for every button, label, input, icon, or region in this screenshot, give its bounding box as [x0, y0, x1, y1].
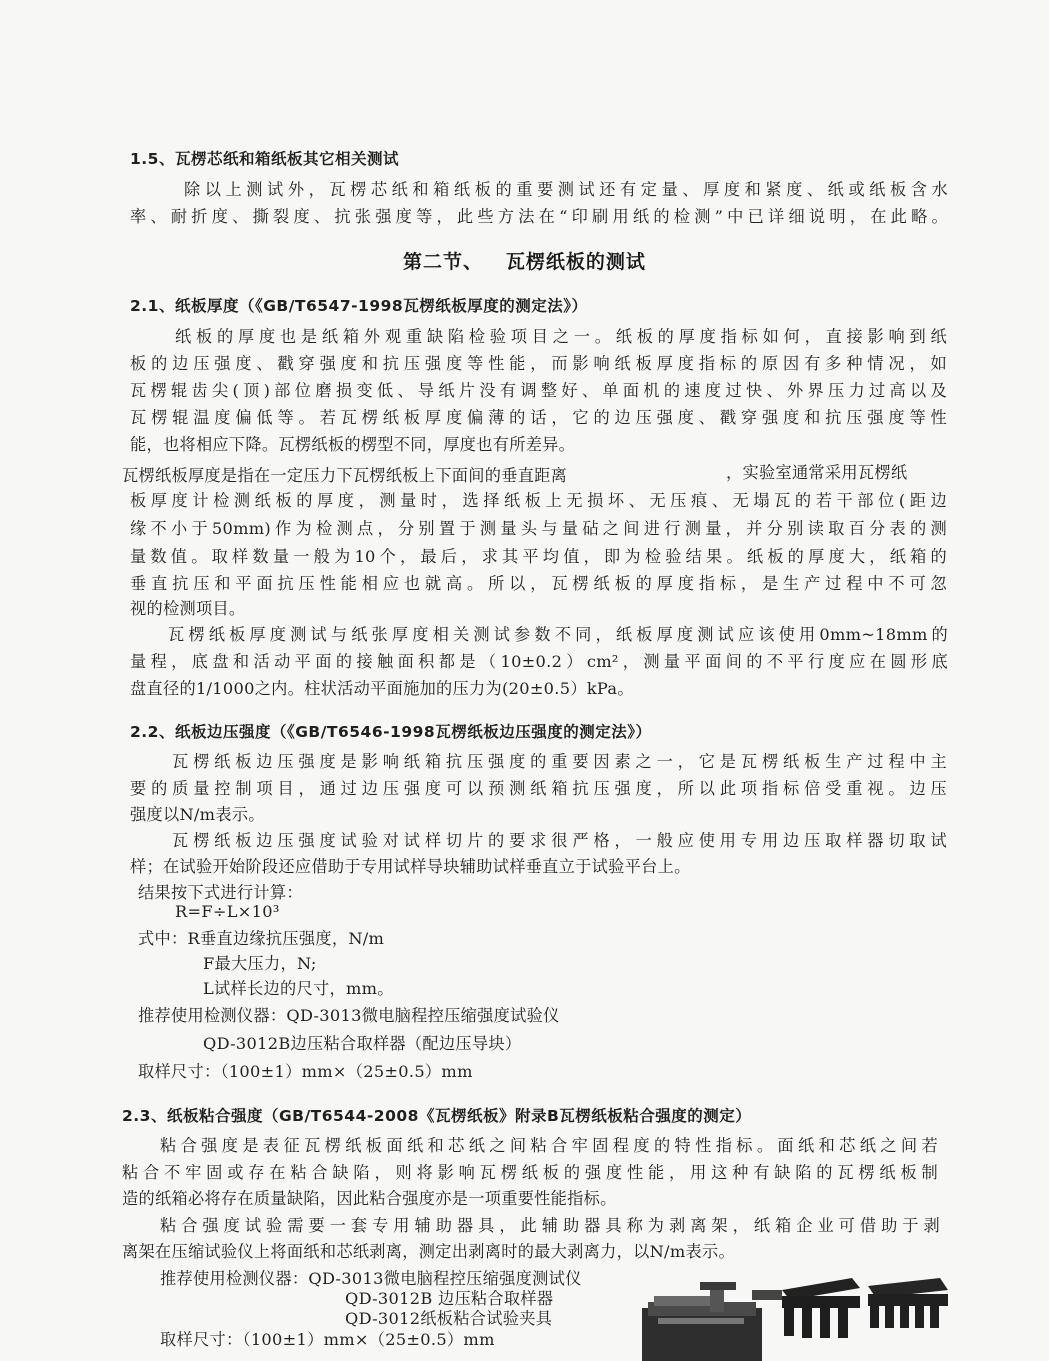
instrument-line: QD-3012B边压粘合取样器（配边压导块）	[203, 1034, 522, 1053]
chapter-title: 第二节、 瓦楞纸板的测试	[403, 251, 646, 273]
paragraph-line: 纸板的厚度也是纸箱外观重缺陷检验项目之一。纸板的厚度指标如何，直接影响到纸	[175, 327, 947, 346]
paragraph-line: 造的纸箱必将存在质量缺陷，因此粘合强度亦是一项重要性能指标。	[122, 1189, 617, 1208]
paragraph-line: 要的质量控制项目，通过边压强度可以预测纸箱抗压强度，所以此项指标倍受重视。边压	[130, 779, 947, 798]
fixture-comb-icon	[782, 1278, 860, 1338]
section-2-3-heading: 2.3、纸板粘合强度（GB/T6544-2008《瓦楞纸板》附录B瓦楞纸板粘合强度的测定）	[122, 1107, 752, 1125]
paragraph-line: 板的边压强度、戳穿强度和抗压强度等性能，而影响纸板厚度指标的原因有多种情况，如	[130, 354, 947, 373]
paragraph-line: 除以上测试外，瓦楞芯纸和箱纸板的重要测试还有定量、厚度和紧度、纸或纸板含水	[184, 180, 948, 199]
section-2-1-heading: 2.1、纸板厚度（《GB/T6547-1998瓦楞纸板厚度的测定法》）	[130, 297, 588, 315]
paragraph-line: 离架在压缩试验仪上将面纸和芯纸剥离，测定出剥离时的最大剥离力，以N/m表示。	[122, 1242, 735, 1261]
paragraph-line: 板厚度计检测纸板的厚度，测量时，选择纸板上无损坏、无压痕、无塌瓦的若干部位(距边	[130, 491, 947, 510]
paragraph-line: 瓦楞辊齿尖(顶)部位磨损变低、导纸片没有调整好、单面机的速度过快、外界压力过高以及	[130, 381, 947, 400]
paragraph-line: 垂直抗压和平面抗压性能相应也就高。所以，瓦楞纸板的厚度指标，是生产过程中不可忽	[130, 574, 947, 593]
instrument-line: QD-3012纸板粘合试验夹具	[345, 1309, 553, 1328]
fixture-comb-icon	[868, 1278, 948, 1328]
paragraph-line: 粘合强度试验需要一套专用辅助器具，此辅助器具称为剥离架，纸箱企业可借助于剥	[160, 1216, 940, 1235]
paragraph-line: 瓦楞纸板边压强度是影响纸箱抗压强度的重要因素之一，它是瓦楞纸板生产过程中主	[172, 752, 947, 771]
sample-size: 取样尺寸：（100±1）mm×（25±0.5）mm	[160, 1330, 495, 1349]
calc-intro: 结果按下式进行计算：	[138, 883, 303, 902]
formula-var-f: F最大压力，N;	[203, 954, 317, 973]
paragraph-line: 瓦楞纸板边压强度试验对试样切片的要求很严格，一般应使用专用边压取样器切取试	[172, 831, 947, 850]
paragraph-line: 瓦楞纸板厚度测试与纸张厚度相关测试参数不同，纸板厚度测试应该使用0mm~18mm的	[168, 625, 948, 644]
paragraph-line: 能，也将相应下降。瓦楞纸板的楞型不同，厚度也有所差异。	[130, 435, 576, 454]
section-1-5-heading: 1.5、瓦楞芯纸和箱纸板其它相关测试	[130, 150, 399, 168]
paragraph-line: 瓦楞纸板厚度是指在一定压力下瓦楞纸板上下面间的垂直距离	[122, 466, 568, 485]
paragraph-line: 盘直径的1/1000之内。柱状活动平面施加的压力为(20±0.5）kPa。	[130, 679, 634, 698]
formula-var-l: L试样长边的尺寸，mm。	[203, 979, 394, 998]
paragraph-line: 视的检测项目。	[130, 599, 246, 618]
paragraph-line: 样；在试验开始阶段还应借助于专用试样导块辅助试样垂直立于试验平台上。	[130, 857, 691, 876]
formula: R=F÷L×10³	[175, 902, 280, 921]
formula-where: 式中：R垂直边缘抗压强度，N/m	[138, 929, 385, 948]
instrument-line: QD-3012B 边压粘合取样器	[345, 1289, 554, 1308]
paragraph-line: 缘不小于50mm)作为检测点，分别置于测量头与量砧之间进行测量，并分别读取百分表的测	[130, 519, 947, 538]
instrument-line: 推荐使用检测仪器：QD-3013微电脑程控压缩强度试验仪	[138, 1006, 560, 1025]
paragraph-line: 粘合强度是表征瓦楞纸板面纸和芯纸之间粘合牢固程度的特性指标。面纸和芯纸之间若	[160, 1136, 938, 1155]
sample-size: 取样尺寸：（100±1）mm×（25±0.5）mm	[138, 1062, 473, 1081]
paragraph-line: 率、耐折度、撕裂度、抗张强度等，此些方法在“印刷用纸的检测”中已详细说明，在此略。	[130, 207, 948, 226]
section-2-2-heading: 2.2、纸板边压强度（《GB/T6546-1998瓦楞纸板边压强度的测定法》）	[130, 723, 652, 741]
paragraph-line: 瓦楞辊温度偏低等。若瓦楞纸板厚度偏薄的话，它的边压强度、戳穿强度和抗压强度等性	[130, 408, 947, 427]
paragraph-line: 粘合不牢固或存在粘合缺陷，则将影响瓦楞纸板的强度性能，用这种有缺陷的瓦楞纸板制	[122, 1163, 938, 1182]
instrument-photo	[640, 1268, 960, 1361]
paragraph-line: 量程，底盘和活动平面的接触面积都是（10±0.2）cm²，测量平面间的不平行度应在圆形底	[130, 652, 948, 671]
paragraph-line: 强度以N/m表示。	[130, 805, 265, 824]
paragraph-line: ，实验室通常采用瓦楞纸	[726, 463, 908, 482]
instrument-line: 推荐使用检测仪器：QD-3013微电脑程控压缩强度测试仪	[160, 1269, 582, 1288]
paragraph-line: 量数值。取样数量一般为10个，最后，求其平均值，即为检验结果。纸板的厚度大，纸箱的	[130, 547, 947, 566]
